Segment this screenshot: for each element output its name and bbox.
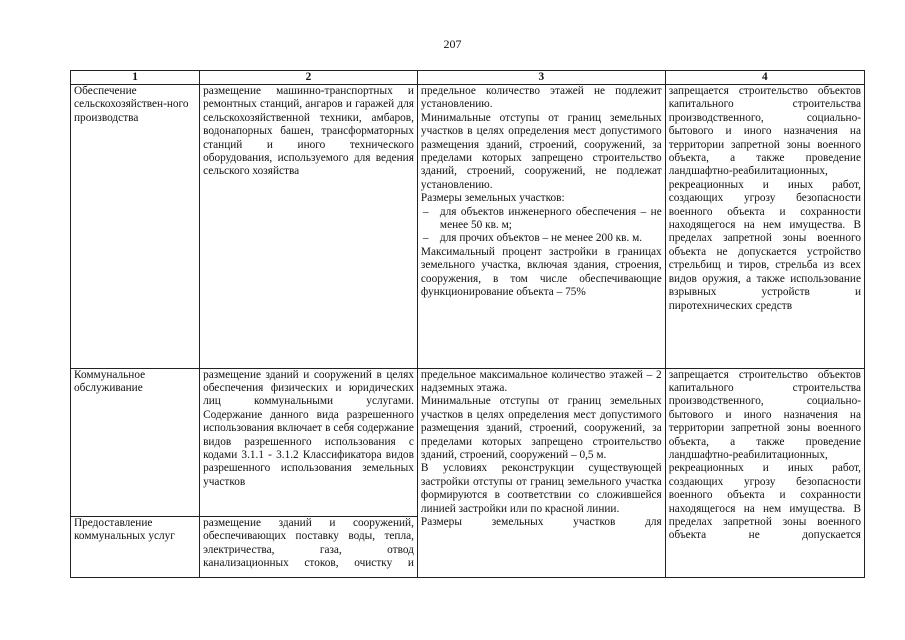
use-description-cell — [200, 85, 418, 369]
page-number: 207 — [443, 37, 462, 51]
parameters-cell — [417, 368, 665, 577]
use-type-cell — [71, 85, 200, 369]
use-type-name: Предоставление коммунальных услуг — [74, 516, 175, 543]
use-type-cell — [71, 516, 200, 577]
parameters-cell — [417, 85, 665, 369]
list-item: – для прочих объектов – не менее 200 кв. м. — [421, 232, 662, 245]
restrictions-text: запрещается строительство объектов капитального строительства производственного, социально-бытового и иного назначения на территории запретной зоны военного объекта, а также проведение ландшафтно-реабилитационных, рекреационных и иных работ, создающих угрозу безопасности военного объекта и сохранности находящегося на нем имущества. В пределах запретной зоны военного объекта не допускается — [668, 368, 861, 542]
column-header-4: 4 — [665, 71, 864, 85]
parameters-coverage: Максимальный процент застройки в границах земельного участка, включая здания, строения, сооружения, в том числе обеспечивающие функционирование объекта – 75% — [420, 245, 662, 299]
use-type-name: Коммунальное обслуживание — [74, 368, 146, 394]
use-description-cell — [200, 368, 418, 516]
restrictions-cell — [665, 85, 864, 369]
restrictions-cell — [665, 368, 864, 577]
parameters-plot-sizes: Размеры земельных участков: — [420, 192, 565, 205]
plot-size-list — [421, 206, 662, 246]
parameters-plot-sizes: Размеры земельных участков для — [420, 516, 662, 529]
parameters-floors: предельное количество этажей не подлежит установлению. — [420, 85, 662, 111]
list-item: – для объектов инженерного обеспечения – не менее 50 кв. м; — [421, 206, 662, 233]
restrictions-text: запрещается строительство объектов капитального строительства производственного, социально-бытового и иного назначения на территории запретной зоны военного объекта, а также проведение ландшафтно-реабилитационных, рекреационных и иных работ, создающих угрозу безопасности военного объекта и сохранности находящегося на нем имущества. В пределах запретной зоны военного объекта не допускается устройство стрельбищ и тиров, стрельба из всех видов оружия, а также использование взрывных устройств и пиротехнических средств — [668, 85, 861, 312]
parameters-reconstruction: В условиях реконструкции существующей застройки отступы от границ земельного участка формируются в соответствии со сложившейся линией застройки или по красной линии. — [420, 462, 662, 515]
use-type-name: Обеспечение сельскохозяйствен-ного производства — [74, 85, 189, 124]
use-type-cell — [71, 368, 200, 516]
table-row — [71, 85, 865, 369]
use-description: размещение зданий и сооружений, обеспечивающих поставку воды, тепла, электричества, газа, отвод канализационных стоков, очистку и — [203, 516, 414, 570]
column-header-2: 2 — [200, 71, 418, 85]
column-header-3: 3 — [417, 71, 665, 85]
parameters-floors: предельное максимальное количество этажей – 2 надземных этажа. — [420, 368, 662, 394]
land-use-table — [70, 70, 865, 578]
table-header-row — [71, 71, 865, 85]
table-row — [71, 368, 865, 516]
parameters-setbacks: Минимальные отступы от границ земельных участков в целях определения мест допустимого размещения зданий, строений, сооружений, за пределами которых запрещено строительство зданий, строений, сооружений, не подлежат установлению. — [420, 111, 662, 191]
column-header-1: 1 — [71, 71, 200, 85]
use-description: размещение машинно-транспортных и ремонтных станций, ангаров и гаражей для сельскохозяйственной техники, амбаров, водонапорных башен, трансформаторных станций и иного технического оборудования, используемого для ведения сельского хозяйства — [203, 85, 414, 178]
use-description: размещение зданий и сооружений в целях обеспечения физических и юридических лиц коммунальными услугами. Содержание данного вида разрешенного использования включает в себя содержание видов разрешенного использования с кодами 3.1.1 - 3.1.2 Классификатора видов разрешенного использования земельных участков — [203, 368, 414, 488]
parameters-setbacks: Минимальные отступы от границ земельных участков в целях определения мест допустимого размещения зданий, строений, сооружений, за пределами которых запрещено строительство зданий, строений, сооружений – 0,5 м. — [420, 395, 662, 461]
use-description-cell — [200, 516, 418, 577]
